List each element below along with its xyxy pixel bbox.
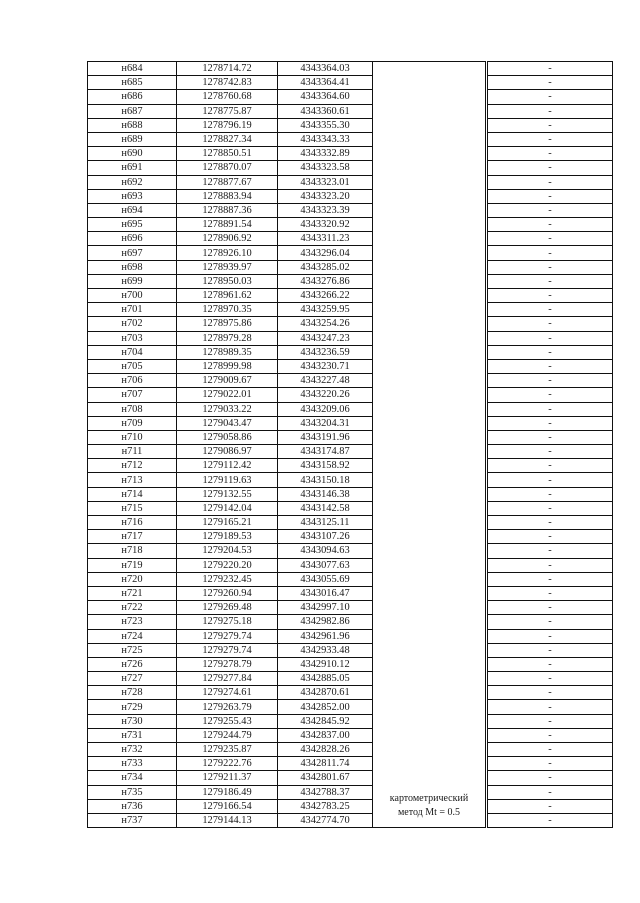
x-coordinate-cell: 1279255.43	[177, 714, 278, 728]
y-coordinate-cell: 4343077.63	[278, 558, 373, 572]
table-row	[88, 572, 613, 586]
table-row	[88, 586, 613, 600]
table-row	[88, 260, 613, 274]
y-coordinate-cell: 4343230.71	[278, 359, 373, 373]
table-row	[88, 757, 613, 771]
table-row	[88, 430, 613, 444]
x-coordinate-cell: 1279186.49	[177, 785, 278, 799]
point-name-cell: н701	[88, 303, 177, 317]
table-row	[88, 544, 613, 558]
x-coordinate-cell: 1278850.51	[177, 147, 278, 161]
point-name-cell: н700	[88, 289, 177, 303]
dash-cell: -	[488, 700, 613, 714]
y-coordinate-cell: 4343146.38	[278, 487, 373, 501]
table-row	[88, 161, 613, 175]
x-coordinate-cell: 1279263.79	[177, 700, 278, 714]
y-coordinate-cell: 4343360.61	[278, 104, 373, 118]
dash-cell: -	[488, 246, 613, 260]
y-coordinate-cell: 4342774.70	[278, 813, 373, 827]
y-coordinate-cell: 4343320.92	[278, 218, 373, 232]
y-coordinate-cell: 4342788.37	[278, 785, 373, 799]
dash-cell: -	[488, 260, 613, 274]
point-name-cell: н688	[88, 118, 177, 132]
x-coordinate-cell: 1278796.19	[177, 118, 278, 132]
y-coordinate-cell: 4343276.86	[278, 274, 373, 288]
dash-cell: -	[488, 643, 613, 657]
y-coordinate-cell: 4343236.59	[278, 345, 373, 359]
dash-cell: -	[488, 430, 613, 444]
point-name-cell: н723	[88, 615, 177, 629]
dash-cell: -	[488, 672, 613, 686]
table-row	[88, 601, 613, 615]
dash-cell: -	[488, 317, 613, 331]
dash-cell: -	[488, 76, 613, 90]
x-coordinate-cell: 1278742.83	[177, 76, 278, 90]
x-coordinate-cell: 1279269.48	[177, 601, 278, 615]
dash-cell: -	[488, 118, 613, 132]
table-row	[88, 246, 613, 260]
x-coordinate-cell: 1279043.47	[177, 416, 278, 430]
x-coordinate-cell: 1279086.97	[177, 445, 278, 459]
point-name-cell: н693	[88, 189, 177, 203]
x-coordinate-cell: 1278926.10	[177, 246, 278, 260]
dash-cell: -	[488, 629, 613, 643]
x-coordinate-cell: 1279119.63	[177, 473, 278, 487]
dash-cell: -	[488, 813, 613, 827]
dash-cell: -	[488, 757, 613, 771]
table-row	[88, 402, 613, 416]
table-row	[88, 672, 613, 686]
point-name-cell: н728	[88, 686, 177, 700]
y-coordinate-cell: 4343311.23	[278, 232, 373, 246]
dash-cell: -	[488, 799, 613, 813]
dash-cell: -	[488, 161, 613, 175]
y-coordinate-cell: 4343220.26	[278, 388, 373, 402]
point-name-cell: н689	[88, 132, 177, 146]
y-coordinate-cell: 4343227.48	[278, 374, 373, 388]
table-row	[88, 799, 613, 813]
table-row	[88, 771, 613, 785]
dash-cell: -	[488, 345, 613, 359]
point-name-cell: н703	[88, 331, 177, 345]
y-coordinate-cell: 4342811.74	[278, 757, 373, 771]
table-row	[88, 374, 613, 388]
x-coordinate-cell: 1279275.18	[177, 615, 278, 629]
x-coordinate-cell: 1279132.55	[177, 487, 278, 501]
y-coordinate-cell: 4342828.26	[278, 743, 373, 757]
x-coordinate-cell: 1279022.01	[177, 388, 278, 402]
table-row	[88, 700, 613, 714]
method-label: картометрический	[389, 793, 469, 805]
coordinates-table-body	[88, 62, 613, 828]
x-coordinate-cell: 1278961.62	[177, 289, 278, 303]
y-coordinate-cell: 4342961.96	[278, 629, 373, 643]
y-coordinate-cell: 4343364.60	[278, 90, 373, 104]
x-coordinate-cell: 1279279.74	[177, 629, 278, 643]
y-coordinate-cell: 4343191.96	[278, 430, 373, 444]
point-name-cell: н714	[88, 487, 177, 501]
point-name-cell: н696	[88, 232, 177, 246]
table-row	[88, 104, 613, 118]
x-coordinate-cell: 1279033.22	[177, 402, 278, 416]
dash-cell: -	[488, 445, 613, 459]
table-row	[88, 416, 613, 430]
point-name-cell: н684	[88, 62, 177, 76]
y-coordinate-cell: 4343355.30	[278, 118, 373, 132]
x-coordinate-cell: 1279166.54	[177, 799, 278, 813]
table-row	[88, 203, 613, 217]
y-coordinate-cell: 4343364.03	[278, 62, 373, 76]
y-coordinate-cell: 4342885.05	[278, 672, 373, 686]
table-row	[88, 118, 613, 132]
x-coordinate-cell: 1279235.87	[177, 743, 278, 757]
x-coordinate-cell: 1278775.87	[177, 104, 278, 118]
dash-cell: -	[488, 657, 613, 671]
dash-cell: -	[488, 289, 613, 303]
y-coordinate-cell: 4343209.06	[278, 402, 373, 416]
table-row	[88, 629, 613, 643]
dash-cell: -	[488, 544, 613, 558]
table-row	[88, 530, 613, 544]
y-coordinate-cell: 4342783.25	[278, 799, 373, 813]
table-row	[88, 728, 613, 742]
y-coordinate-cell: 4343323.01	[278, 175, 373, 189]
x-coordinate-cell: 1279165.21	[177, 516, 278, 530]
y-coordinate-cell: 4342982.86	[278, 615, 373, 629]
point-name-cell: н717	[88, 530, 177, 544]
table-row	[88, 331, 613, 345]
y-coordinate-cell: 4343107.26	[278, 530, 373, 544]
point-name-cell: н709	[88, 416, 177, 430]
x-coordinate-cell: 1278975.86	[177, 317, 278, 331]
dash-cell: -	[488, 331, 613, 345]
point-name-cell: н697	[88, 246, 177, 260]
y-coordinate-cell: 4342852.00	[278, 700, 373, 714]
x-coordinate-cell: 1279244.79	[177, 728, 278, 742]
point-name-cell: н716	[88, 516, 177, 530]
x-coordinate-cell: 1279278.79	[177, 657, 278, 671]
table-row	[88, 657, 613, 671]
table-row	[88, 813, 613, 827]
x-coordinate-cell: 1279189.53	[177, 530, 278, 544]
dash-cell: -	[488, 530, 613, 544]
y-coordinate-cell: 4343364.41	[278, 76, 373, 90]
point-name-cell: н733	[88, 757, 177, 771]
dash-cell: -	[488, 132, 613, 146]
point-name-cell: н704	[88, 345, 177, 359]
x-coordinate-cell: 1279274.61	[177, 686, 278, 700]
y-coordinate-cell: 4343259.95	[278, 303, 373, 317]
dash-cell: -	[488, 501, 613, 515]
y-coordinate-cell: 4343125.11	[278, 516, 373, 530]
point-name-cell: н711	[88, 445, 177, 459]
table-row	[88, 359, 613, 373]
x-coordinate-cell: 1279142.04	[177, 501, 278, 515]
table-row	[88, 487, 613, 501]
x-coordinate-cell: 1279009.67	[177, 374, 278, 388]
dash-cell: -	[488, 615, 613, 629]
table-row	[88, 218, 613, 232]
dash-cell: -	[488, 274, 613, 288]
y-coordinate-cell: 4343016.47	[278, 586, 373, 600]
dash-cell: -	[488, 714, 613, 728]
point-name-cell: н713	[88, 473, 177, 487]
y-coordinate-cell: 4343150.18	[278, 473, 373, 487]
x-coordinate-cell: 1279204.53	[177, 544, 278, 558]
dash-cell: -	[488, 728, 613, 742]
table-row	[88, 686, 613, 700]
dash-cell: -	[488, 232, 613, 246]
point-name-cell: н706	[88, 374, 177, 388]
dash-cell: -	[488, 516, 613, 530]
x-coordinate-cell: 1278760.68	[177, 90, 278, 104]
dash-cell: -	[488, 601, 613, 615]
x-coordinate-cell: 1279260.94	[177, 586, 278, 600]
point-name-cell: н698	[88, 260, 177, 274]
y-coordinate-cell: 4342910.12	[278, 657, 373, 671]
point-name-cell: н730	[88, 714, 177, 728]
y-coordinate-cell: 4343323.39	[278, 203, 373, 217]
dash-cell: -	[488, 189, 613, 203]
point-name-cell: н702	[88, 317, 177, 331]
y-coordinate-cell: 4342870.61	[278, 686, 373, 700]
x-coordinate-cell: 1279279.74	[177, 643, 278, 657]
x-coordinate-cell: 1278887.36	[177, 203, 278, 217]
point-name-cell: н690	[88, 147, 177, 161]
point-name-cell: н712	[88, 459, 177, 473]
dash-cell: -	[488, 785, 613, 799]
table-row	[88, 132, 613, 146]
point-name-cell: н724	[88, 629, 177, 643]
table-row	[88, 62, 613, 76]
dash-cell: -	[488, 459, 613, 473]
x-coordinate-cell: 1278939.97	[177, 260, 278, 274]
table-row	[88, 90, 613, 104]
point-name-cell: н726	[88, 657, 177, 671]
method-cell	[373, 62, 486, 828]
dash-cell: -	[488, 104, 613, 118]
table-row	[88, 643, 613, 657]
dash-cell: -	[488, 374, 613, 388]
y-coordinate-cell: 4343323.20	[278, 189, 373, 203]
y-coordinate-cell: 4342837.00	[278, 728, 373, 742]
table-row	[88, 76, 613, 90]
point-name-cell: н685	[88, 76, 177, 90]
point-name-cell: н719	[88, 558, 177, 572]
dash-cell: -	[488, 743, 613, 757]
y-coordinate-cell: 4343247.23	[278, 331, 373, 345]
y-coordinate-cell: 4343323.58	[278, 161, 373, 175]
table-row	[88, 558, 613, 572]
method-accuracy: метод Mt = 0.5	[397, 806, 461, 818]
coordinates-table	[87, 61, 613, 828]
y-coordinate-cell: 4343332.89	[278, 147, 373, 161]
x-coordinate-cell: 1278883.94	[177, 189, 278, 203]
point-name-cell: н736	[88, 799, 177, 813]
y-coordinate-cell: 4343174.87	[278, 445, 373, 459]
y-coordinate-cell: 4343142.58	[278, 501, 373, 515]
point-name-cell: н695	[88, 218, 177, 232]
table-row	[88, 445, 613, 459]
table-row	[88, 274, 613, 288]
table-row	[88, 615, 613, 629]
x-coordinate-cell: 1278950.03	[177, 274, 278, 288]
x-coordinate-cell: 1278714.72	[177, 62, 278, 76]
table-row	[88, 189, 613, 203]
dash-cell: -	[488, 771, 613, 785]
point-name-cell: н734	[88, 771, 177, 785]
x-coordinate-cell: 1279220.20	[177, 558, 278, 572]
point-name-cell: н722	[88, 601, 177, 615]
table-row	[88, 345, 613, 359]
y-coordinate-cell: 4342801.67	[278, 771, 373, 785]
table-row	[88, 175, 613, 189]
table-row	[88, 501, 613, 515]
point-name-cell: н732	[88, 743, 177, 757]
point-name-cell: н699	[88, 274, 177, 288]
point-name-cell: н705	[88, 359, 177, 373]
dash-cell: -	[488, 686, 613, 700]
point-name-cell: н737	[88, 813, 177, 827]
table-row	[88, 785, 613, 799]
table-row	[88, 388, 613, 402]
point-name-cell: н707	[88, 388, 177, 402]
x-coordinate-cell: 1278906.92	[177, 232, 278, 246]
x-coordinate-cell: 1279112.42	[177, 459, 278, 473]
point-name-cell: н687	[88, 104, 177, 118]
point-name-cell: н729	[88, 700, 177, 714]
x-coordinate-cell: 1279211.37	[177, 771, 278, 785]
point-name-cell: н731	[88, 728, 177, 742]
point-name-cell: н708	[88, 402, 177, 416]
dash-cell: -	[488, 303, 613, 317]
x-coordinate-cell: 1278970.35	[177, 303, 278, 317]
x-coordinate-cell: 1278999.98	[177, 359, 278, 373]
point-name-cell: н735	[88, 785, 177, 799]
x-coordinate-cell: 1279232.45	[177, 572, 278, 586]
table-row	[88, 459, 613, 473]
point-name-cell: н686	[88, 90, 177, 104]
table-row	[88, 317, 613, 331]
y-coordinate-cell: 4342997.10	[278, 601, 373, 615]
point-name-cell: н725	[88, 643, 177, 657]
table-row	[88, 516, 613, 530]
y-coordinate-cell: 4343285.02	[278, 260, 373, 274]
point-name-cell: н718	[88, 544, 177, 558]
y-coordinate-cell: 4343204.31	[278, 416, 373, 430]
table-row	[88, 232, 613, 246]
y-coordinate-cell: 4343094.63	[278, 544, 373, 558]
x-coordinate-cell: 1279058.86	[177, 430, 278, 444]
y-coordinate-cell: 4343254.26	[278, 317, 373, 331]
x-coordinate-cell: 1279277.84	[177, 672, 278, 686]
x-coordinate-cell: 1278989.35	[177, 345, 278, 359]
point-name-cell: н715	[88, 501, 177, 515]
dash-cell: -	[488, 487, 613, 501]
dash-cell: -	[488, 572, 613, 586]
dash-cell: -	[488, 388, 613, 402]
dash-cell: -	[488, 203, 613, 217]
x-coordinate-cell: 1278877.67	[177, 175, 278, 189]
point-name-cell: н720	[88, 572, 177, 586]
point-name-cell: н692	[88, 175, 177, 189]
point-name-cell: н710	[88, 430, 177, 444]
y-coordinate-cell: 4343055.69	[278, 572, 373, 586]
dash-cell: -	[488, 175, 613, 189]
x-coordinate-cell: 1279222.76	[177, 757, 278, 771]
dash-cell: -	[488, 416, 613, 430]
x-coordinate-cell: 1278870.07	[177, 161, 278, 175]
x-coordinate-cell: 1278979.28	[177, 331, 278, 345]
dash-cell: -	[488, 90, 613, 104]
point-name-cell: н691	[88, 161, 177, 175]
x-coordinate-cell: 1279144.13	[177, 813, 278, 827]
y-coordinate-cell: 4343158.92	[278, 459, 373, 473]
table-row	[88, 473, 613, 487]
table-row	[88, 303, 613, 317]
table-row	[88, 714, 613, 728]
point-name-cell: н694	[88, 203, 177, 217]
dash-cell: -	[488, 586, 613, 600]
point-name-cell: н721	[88, 586, 177, 600]
table-row	[88, 147, 613, 161]
dash-cell: -	[488, 402, 613, 416]
table-row	[88, 289, 613, 303]
y-coordinate-cell: 4343343.33	[278, 132, 373, 146]
x-coordinate-cell: 1278891.54	[177, 218, 278, 232]
point-name-cell: н727	[88, 672, 177, 686]
dash-cell: -	[488, 218, 613, 232]
dash-cell: -	[488, 558, 613, 572]
table-row	[88, 743, 613, 757]
dash-cell: -	[488, 359, 613, 373]
y-coordinate-cell: 4343296.04	[278, 246, 373, 260]
x-coordinate-cell: 1278827.34	[177, 132, 278, 146]
y-coordinate-cell: 4343266.22	[278, 289, 373, 303]
y-coordinate-cell: 4342845.92	[278, 714, 373, 728]
y-coordinate-cell: 4342933.48	[278, 643, 373, 657]
dash-cell: -	[488, 147, 613, 161]
dash-cell: -	[488, 473, 613, 487]
dash-cell: -	[488, 62, 613, 76]
